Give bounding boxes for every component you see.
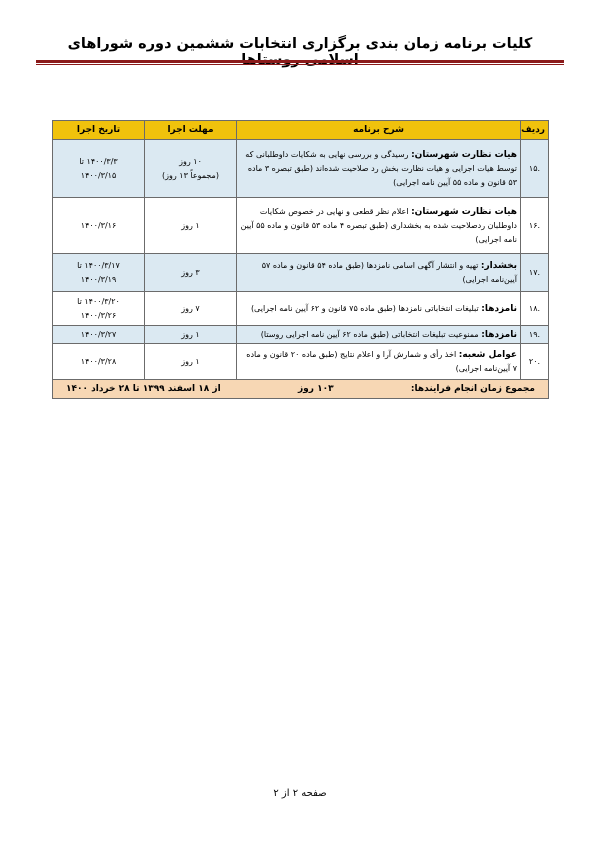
row-description bbox=[237, 254, 521, 292]
row-actor: بخشدار: bbox=[480, 260, 517, 271]
schedule-table bbox=[52, 120, 549, 399]
total-range: از ۱۸ اسفند ۱۳۹۹ تا ۲۸ خرداد ۱۴۰۰ bbox=[66, 384, 221, 394]
row-deadline bbox=[145, 326, 237, 344]
row-number: .۱۵ bbox=[521, 140, 549, 198]
row-deadline bbox=[145, 198, 237, 254]
header-description: شرح برنامه bbox=[237, 121, 521, 140]
total-row bbox=[53, 380, 549, 399]
row-description bbox=[237, 326, 521, 344]
row-number: .۱۷ bbox=[521, 254, 549, 292]
row-date bbox=[53, 140, 145, 198]
row-actor: عوامل شعبه: bbox=[458, 349, 517, 360]
row-date-start: ۱۴۰۰/۳/۳ تا bbox=[79, 156, 118, 166]
row-date-start: ۱۴۰۰/۳/۲۸ bbox=[80, 356, 117, 366]
row-description bbox=[237, 140, 521, 198]
row-date-start: ۱۴۰۰/۳/۲۷ bbox=[80, 329, 117, 339]
total-label: مجموع زمان انجام فرایندها: bbox=[410, 384, 535, 394]
row-text: اخذ رأی و شمارش آرا و اعلام نتایج (طبق ماده ۲۰ قانون و ماده ۷ آیین‌نامه اجرایی) bbox=[246, 349, 517, 373]
row-deadline-value: ۱ روز bbox=[181, 220, 200, 230]
row-date-start: ۱۴۰۰/۳/۲۰ تا bbox=[77, 296, 120, 306]
page-title: کلیات برنامه زمان بندی برگزاری انتخابات ششمین دوره شوراهای bbox=[67, 36, 533, 52]
row-date bbox=[53, 254, 145, 292]
row-date bbox=[53, 344, 145, 380]
row-description bbox=[237, 344, 521, 380]
row-deadline bbox=[145, 292, 237, 326]
row-date-end: ۱۴۰۰/۳/۱۹ bbox=[80, 274, 117, 284]
table-row bbox=[53, 292, 549, 326]
row-deadline-value: ۷ روز bbox=[181, 303, 200, 313]
table-row bbox=[53, 344, 549, 380]
row-date bbox=[53, 292, 145, 326]
table-row bbox=[53, 254, 549, 292]
row-text: رسیدگی و بررسی نهایی به شکایات داوطلبانی که توسط هیات اجرایی و هیات نظارت بخش رد صلاحیت شده‌اند (طبق تبصره ۳ ماده ۵۳ قانون و ماده ۵۵ آیین نامه اجرایی) bbox=[245, 149, 517, 187]
row-number: .۱۸ bbox=[521, 292, 549, 326]
row-deadline bbox=[145, 254, 237, 292]
schedule-body bbox=[53, 140, 549, 399]
row-deadline bbox=[145, 344, 237, 380]
total-cell bbox=[53, 380, 549, 399]
row-date-end: ۱۴۰۰/۳/۱۵ bbox=[80, 170, 117, 180]
row-number: .۲۰ bbox=[521, 344, 549, 380]
table-row bbox=[53, 140, 549, 198]
page-number: صفحه ۲ از ۲ bbox=[273, 788, 327, 799]
row-number: .۱۶ bbox=[521, 198, 549, 254]
row-description bbox=[237, 292, 521, 326]
row-text: ممنوعیت تبلیغات انتخاباتی (طبق ماده ۶۲ آیین نامه اجرایی روستا) bbox=[260, 329, 482, 339]
row-text: اعلام نظر قطعی و نهایی در خصوص شکایات داوطلبان ردصلاحیت شده به بخشداری (طبق تبصره ۴ ماده ۵۳ قانون و ماده ۵۵ آیین نامه اجرایی) bbox=[240, 206, 517, 244]
row-deadline-value: ۳ روز bbox=[181, 267, 200, 277]
row-number: .۱۹ bbox=[521, 326, 549, 344]
header-deadline: مهلت اجرا bbox=[145, 121, 237, 140]
row-actor: هیات نظارت شهرستان: bbox=[411, 206, 517, 217]
header-row-number: ردیف bbox=[521, 121, 549, 140]
row-deadline-value: ۱۰ روز bbox=[179, 156, 202, 166]
title-divider-thin bbox=[36, 64, 564, 65]
table-row bbox=[53, 198, 549, 254]
row-date-end: ۱۴۰۰/۳/۲۶ bbox=[80, 310, 117, 320]
row-description bbox=[237, 198, 521, 254]
table-row bbox=[53, 326, 549, 344]
row-actor: نامزدها: bbox=[481, 329, 517, 340]
row-text: تبلیغات انتخاباتی نامزدها (طبق ماده ۷۵ قانون و ۶۲ آیین نامه اجرایی) bbox=[250, 303, 482, 313]
row-deadline-note: (مجموعاً ۱۳ روز) bbox=[162, 170, 219, 180]
row-date bbox=[53, 198, 145, 254]
header-date: تاریخ اجرا bbox=[53, 121, 145, 140]
row-deadline-value: ۱ روز bbox=[181, 356, 200, 366]
row-date-start: ۱۴۰۰/۳/۱۷ تا bbox=[77, 260, 120, 270]
row-date bbox=[53, 326, 145, 344]
row-deadline-value: ۱ روز bbox=[181, 329, 200, 339]
table-header-row bbox=[53, 121, 549, 140]
row-text: تهیه و انتشار آگهی اسامی نامزدها (طبق ماده ۵۴ قانون و ماده ۵۷ آیین‌نامه اجرایی) bbox=[261, 260, 517, 284]
total-days: ۱۰۳ روز bbox=[298, 384, 334, 394]
title-divider bbox=[36, 60, 564, 63]
row-date-start: ۱۴۰۰/۳/۱۶ bbox=[80, 220, 117, 230]
row-actor: هیات نظارت شهرستان: bbox=[411, 149, 517, 160]
row-actor: نامزدها: bbox=[481, 303, 517, 314]
row-deadline bbox=[145, 140, 237, 198]
